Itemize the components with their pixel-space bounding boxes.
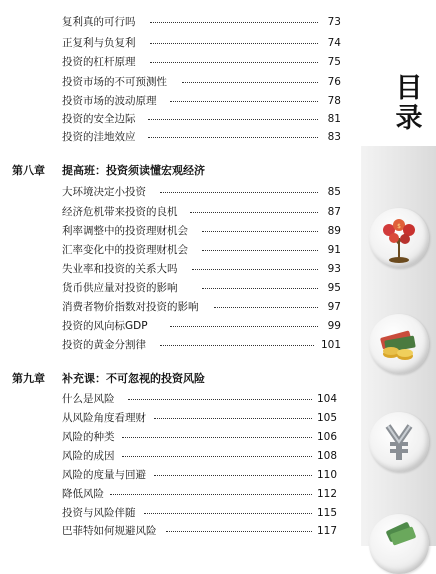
dot-leader xyxy=(170,101,318,102)
toc-entry[interactable] xyxy=(0,221,350,241)
toc-page-number: 75 xyxy=(327,56,341,68)
contents-title xyxy=(390,74,428,134)
toc-entry[interactable] xyxy=(0,33,350,53)
toc-page-number: 110 xyxy=(316,469,337,481)
toc-entry[interactable] xyxy=(0,484,350,504)
toc-entry[interactable] xyxy=(0,297,350,317)
toc-page-number: 115 xyxy=(316,507,337,519)
toc-entry[interactable] xyxy=(0,259,350,279)
dot-leader xyxy=(202,288,318,289)
toc-page-number: 87 xyxy=(327,206,341,218)
toc-entry-title: 投资的安全边际 xyxy=(62,113,136,125)
dot-leader xyxy=(122,437,312,438)
toc-entry[interactable] xyxy=(0,127,350,147)
toc-entry-title: 风险的度量与回避 xyxy=(62,469,146,481)
toc-entry-title: 什么是风险 xyxy=(62,393,115,405)
toc-entry-title: 从风险角度看理财 xyxy=(62,412,146,424)
money-tree-icon xyxy=(369,208,429,268)
dot-leader xyxy=(148,119,318,120)
yen-icon xyxy=(369,412,429,472)
toc-page-number: 85 xyxy=(327,186,341,198)
toc-entry[interactable] xyxy=(0,109,350,129)
toc-entry-title: 正复利与负复利 xyxy=(62,37,136,49)
dot-leader xyxy=(144,513,312,514)
toc-page-number: 101 xyxy=(320,339,341,351)
toc-entry-title: 经济危机带来投资的良机 xyxy=(62,206,178,218)
toc-entry[interactable] xyxy=(0,52,350,72)
toc-entry-title: 大环境决定小投资 xyxy=(62,186,146,198)
toc-page-number: 91 xyxy=(327,244,341,256)
toc-entry-title: 投资市场的不可预测性 xyxy=(62,76,167,88)
dot-leader xyxy=(154,418,312,419)
toc-entry[interactable] xyxy=(0,427,350,447)
toc-entry-title: 降低风险 xyxy=(62,488,104,500)
toc-page-number: 106 xyxy=(316,431,337,443)
dot-leader xyxy=(150,43,318,44)
toc-page-number: 105 xyxy=(316,412,337,424)
toc-page-number: 97 xyxy=(327,301,341,313)
toc-entry[interactable] xyxy=(0,91,350,111)
toc-page-number: 112 xyxy=(316,488,337,500)
chapter-title: 补充课：不可忽视的投资风险 xyxy=(62,372,205,385)
dot-leader xyxy=(150,62,318,63)
toc-page-number: 108 xyxy=(316,450,337,462)
dot-leader xyxy=(160,192,318,193)
dot-leader xyxy=(170,326,318,327)
toc-entry-title: 投资的黄金分割律 xyxy=(62,339,146,351)
toc-entry[interactable] xyxy=(0,521,350,541)
decorative-sidebar xyxy=(361,146,436,546)
toc-entry[interactable] xyxy=(0,12,350,32)
toc-entry[interactable] xyxy=(0,202,350,222)
dot-leader xyxy=(190,212,318,213)
dot-leader xyxy=(154,475,312,476)
toc-page-number: 99 xyxy=(327,320,341,332)
toc-entry[interactable] xyxy=(0,446,350,466)
dot-leader xyxy=(182,82,318,83)
toc-entry-title: 复利真的可行吗 xyxy=(62,16,136,28)
toc-entry[interactable] xyxy=(0,503,350,523)
chapter-heading[interactable] xyxy=(0,161,360,181)
toc-entry-title: 投资的风向标GDP xyxy=(62,320,148,332)
toc-entry[interactable] xyxy=(0,316,350,336)
dot-leader xyxy=(166,531,312,532)
toc-page-number: 76 xyxy=(327,76,341,88)
toc-page-number: 95 xyxy=(327,282,341,294)
svg-text:$: $ xyxy=(397,223,401,230)
toc-entry-title: 投资与风险伴随 xyxy=(62,507,136,519)
toc-entry-title: 巴菲特如何规避风险 xyxy=(62,525,157,537)
toc-page-number: 104 xyxy=(316,393,337,405)
toc-entry-title: 消费者物价指数对投资的影响 xyxy=(62,301,199,313)
toc-entry[interactable] xyxy=(0,240,350,260)
toc-entry[interactable] xyxy=(0,335,350,355)
contents-title-char: 目 xyxy=(395,73,423,104)
toc-entry[interactable] xyxy=(0,278,350,298)
toc-entry[interactable] xyxy=(0,389,350,409)
toc-page-number: 89 xyxy=(327,225,341,237)
toc-page-number: 73 xyxy=(327,16,341,28)
toc-page-number: 83 xyxy=(327,131,341,143)
dot-leader xyxy=(128,399,312,400)
toc-page-number: 81 xyxy=(327,113,341,125)
toc-entry-title: 投资的洼地效应 xyxy=(62,131,136,143)
toc-page-number: 74 xyxy=(327,37,341,49)
toc-entry-title: 失业率和投资的关系大吗 xyxy=(62,263,178,275)
dot-leader xyxy=(150,22,318,23)
toc-entry[interactable] xyxy=(0,182,350,202)
dot-leader xyxy=(122,456,312,457)
contents-title-char: 录 xyxy=(395,103,423,134)
toc-entry-title: 风险的种类 xyxy=(62,431,115,443)
dot-leader xyxy=(160,345,314,346)
chapter-title: 提高班：投资须读懂宏观经济 xyxy=(62,164,205,177)
toc-entry-title: 利率调整中的投资理财机会 xyxy=(62,225,188,237)
dot-leader xyxy=(202,231,318,232)
dot-leader xyxy=(192,269,318,270)
toc-entry-title: 货币供应量对投资的影响 xyxy=(62,282,178,294)
toc-entry[interactable] xyxy=(0,465,350,485)
dot-leader xyxy=(202,250,318,251)
chapter-number: 第九章 xyxy=(12,372,45,385)
toc-page-number: 93 xyxy=(327,263,341,275)
money-hand-icon xyxy=(369,514,429,574)
dot-leader xyxy=(110,494,312,495)
toc-entry[interactable] xyxy=(0,408,350,428)
toc-entry[interactable] xyxy=(0,72,350,92)
coins-icon xyxy=(369,314,429,374)
toc-entry-title: 投资的杠杆原理 xyxy=(62,56,136,68)
chapter-number: 第八章 xyxy=(12,164,45,177)
chapter-heading[interactable] xyxy=(0,369,360,389)
dot-leader xyxy=(148,137,318,138)
toc-entry-title: 投资市场的波动原理 xyxy=(62,95,157,107)
toc-page-number: 78 xyxy=(327,95,341,107)
toc-entry-title: 汇率变化中的投资理财机会 xyxy=(62,244,188,256)
toc-entry-title: 风险的成因 xyxy=(62,450,115,462)
toc-page-number: 117 xyxy=(316,525,337,537)
dot-leader xyxy=(214,307,318,308)
